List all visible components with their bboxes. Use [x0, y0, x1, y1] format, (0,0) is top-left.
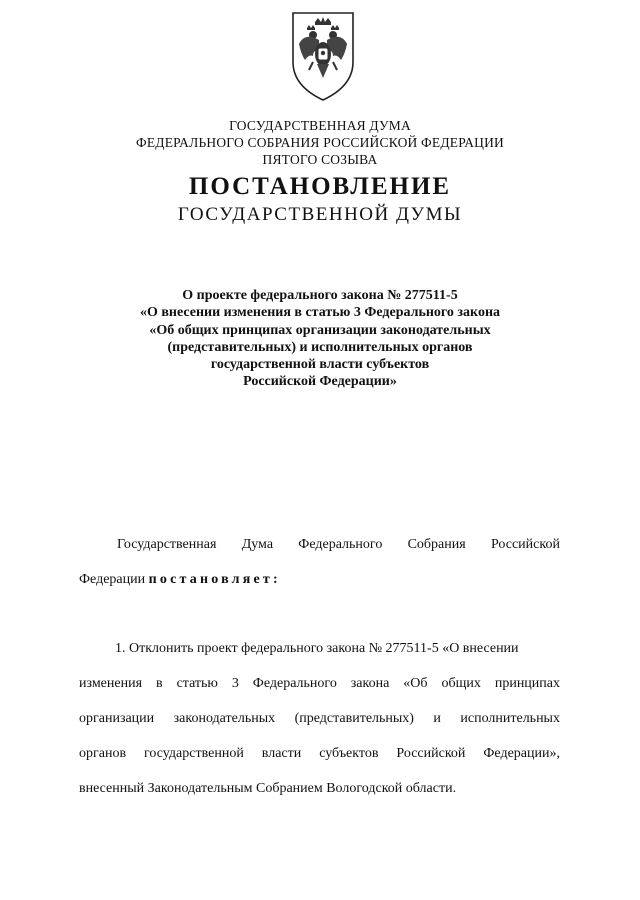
item-word: принципах — [494, 676, 560, 691]
item-word: органов — [79, 746, 127, 761]
item-word: законодательных — [173, 711, 276, 726]
item-word: субъектов — [319, 746, 379, 761]
item-1-line-3 — [79, 710, 560, 727]
header-line-2: ФЕДЕРАЛЬНОГО СОБРАНИЯ РОССИЙСКОЙ ФЕДЕРАЦИИ — [136, 135, 504, 150]
russian-coat-of-arms-icon — [289, 10, 357, 102]
item-word: Федерального — [252, 676, 337, 691]
item-word: и — [433, 711, 441, 726]
item-word: изменения — [79, 676, 143, 691]
subject-line: «О внесении изменения в статью 3 Федерального закона — [139, 305, 501, 321]
document-title: ПОСТАНОВЛЕНИЕ — [188, 173, 452, 200]
item-word: общих — [441, 676, 481, 691]
subject-line: О проекте федерального закона № 277511-5 — [182, 288, 458, 303]
subject-line: «Об общих принципах организации законодательных — [149, 322, 491, 338]
subject-line: Российской Федерации» — [243, 374, 397, 390]
preamble-word: Государственная — [117, 537, 217, 552]
item-word: в — [155, 676, 163, 691]
decree-word: постановляет: — [148, 572, 281, 587]
preamble-word: Собрания — [407, 537, 466, 552]
item-word: организации — [79, 711, 155, 726]
item-word: Федерации», — [483, 746, 560, 761]
preamble-line-2 — [79, 571, 560, 588]
item-word: исполнительных — [460, 711, 560, 726]
item-1-line-1: 1. Отклонить проект федерального закона № 277511-5 «О внесении — [115, 641, 519, 656]
preamble-line-1 — [117, 536, 560, 553]
item-word: (представительных) — [294, 711, 414, 726]
item-word: власти — [261, 746, 302, 761]
item-word: закона — [350, 676, 390, 691]
resolution-subject — [0, 287, 640, 391]
item-word: статью — [176, 676, 218, 691]
item-word: государственной — [144, 746, 244, 761]
document-subtitle: ГОСУДАРСТВЕННОЙ ДУМЫ — [177, 204, 463, 225]
item-1-line-5: внесенный Законодательным Собранием Вологодской области. — [79, 781, 457, 796]
preamble-word: Российской — [490, 537, 560, 552]
preamble-word: Федерального — [298, 537, 383, 552]
item-1-line-4 — [79, 745, 560, 762]
chamber-header — [0, 117, 640, 168]
item-word: 3 — [231, 676, 239, 691]
subject-line: государственной власти субъектов — [210, 357, 430, 373]
header-line-1: ГОСУДАРСТВЕННАЯ ДУМА — [229, 118, 411, 133]
header-line-3: ПЯТОГО СОЗЫВА — [262, 152, 378, 167]
item-word: Российской — [396, 746, 466, 761]
preamble-word: Дума — [241, 537, 274, 552]
preamble-word: Федерации — [79, 572, 146, 587]
item-word: «Об — [403, 676, 428, 691]
item-1-line-2 — [79, 675, 560, 692]
subject-line: (представительных) и исполнительных органов — [167, 339, 473, 355]
